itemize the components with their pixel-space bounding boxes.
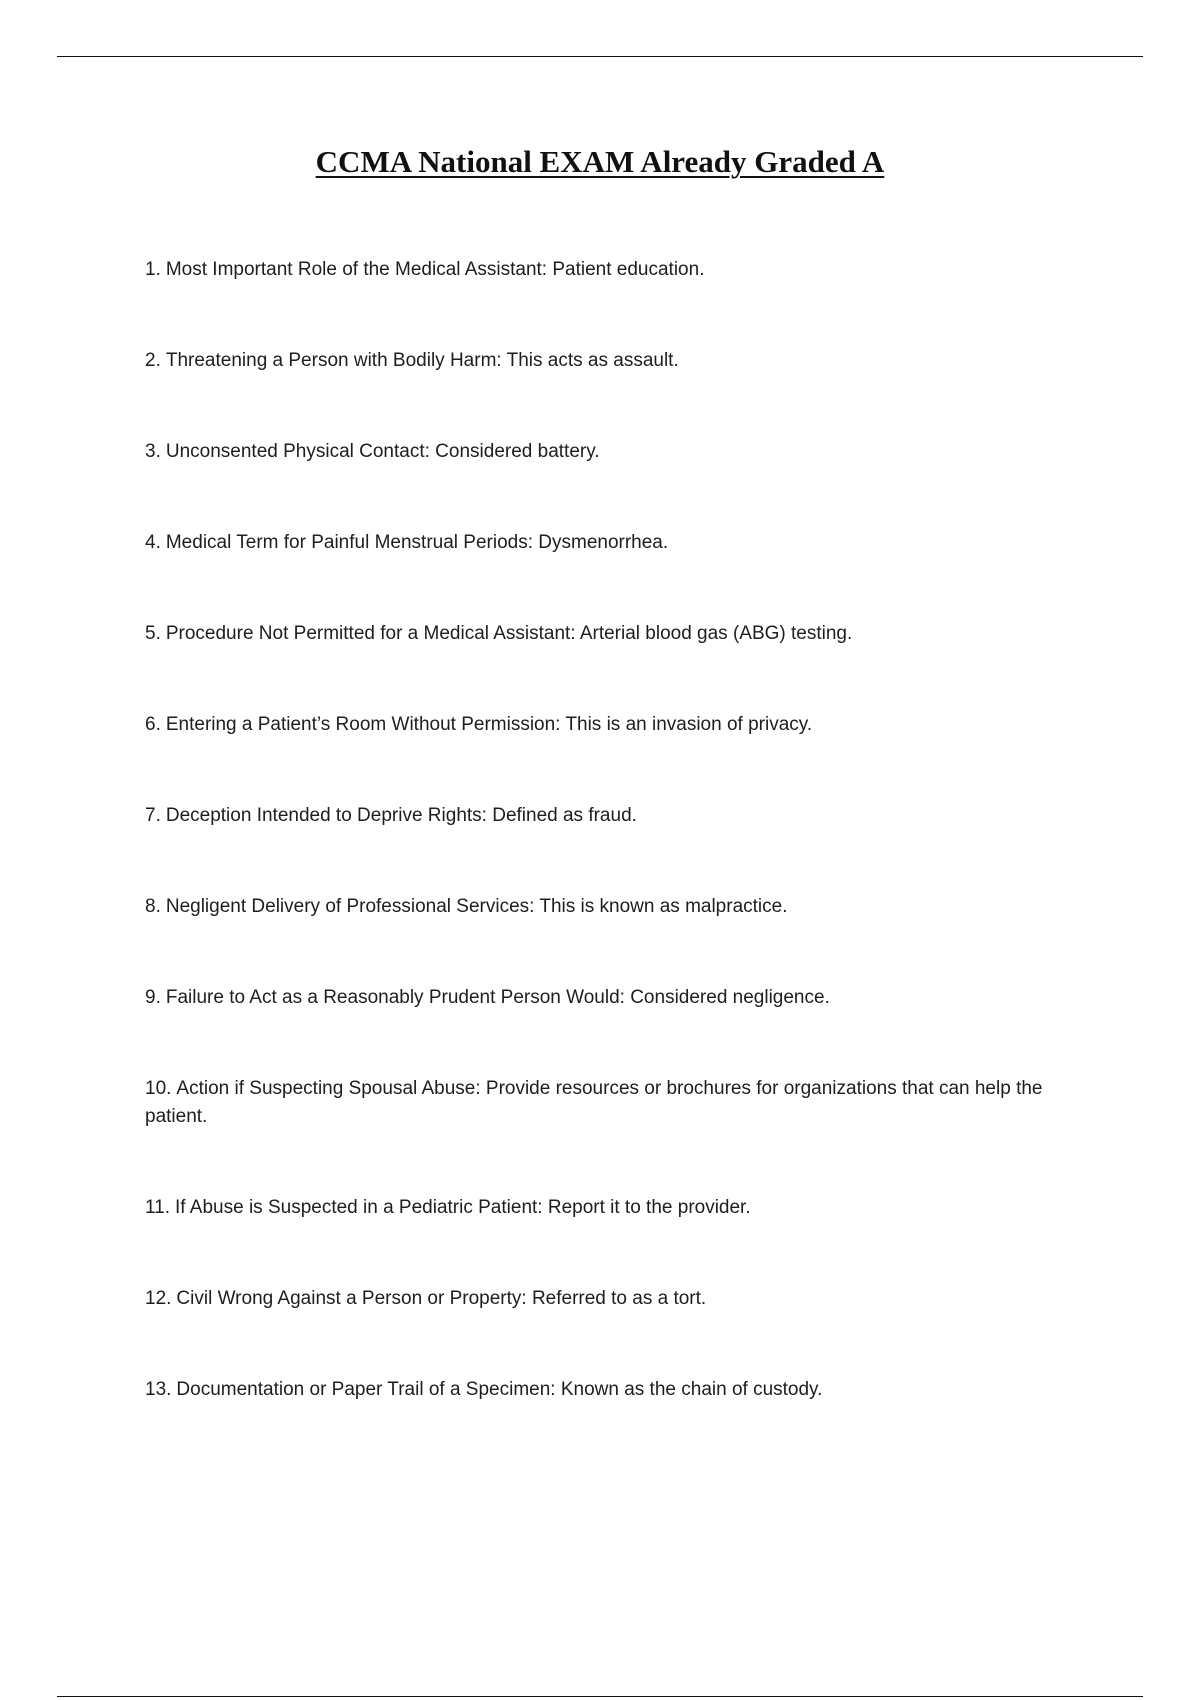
list-item xyxy=(145,347,1075,375)
item-text: Civil Wrong Against a Person or Property: Referred to as a tort. xyxy=(176,1288,707,1309)
item-number: 11. xyxy=(145,1197,171,1218)
top-divider xyxy=(57,56,1143,57)
list-item xyxy=(145,256,1075,284)
item-number: 5. xyxy=(145,623,161,644)
list-item xyxy=(145,1285,1075,1313)
item-number: 2. xyxy=(145,350,161,371)
item-text: Most Important Role of the Medical Assistant: Patient education. xyxy=(165,259,705,280)
item-number: 1. xyxy=(145,259,161,280)
list-item xyxy=(145,984,1075,1012)
list-item xyxy=(145,1194,1075,1222)
item-text: Negligent Delivery of Professional Services: This is known as malpractice. xyxy=(165,896,788,917)
item-text: Procedure Not Permitted for a Medical Assistant: Arterial blood gas (ABG) testing. xyxy=(165,623,853,644)
list-item xyxy=(145,1376,1075,1404)
item-text: Unconsented Physical Contact: Considered battery. xyxy=(165,441,600,462)
item-number: 13. xyxy=(145,1379,172,1400)
item-number: 9. xyxy=(145,987,161,1008)
item-text: Entering a Patient’s Room Without Permission: This is an invasion of privacy. xyxy=(165,714,813,735)
list-item xyxy=(145,529,1075,557)
page-title xyxy=(0,142,1200,182)
list-item xyxy=(145,620,1075,648)
bottom-divider xyxy=(57,1696,1143,1697)
item-text: If Abuse is Suspected in a Pediatric Patient: Report it to the provider. xyxy=(175,1197,751,1218)
item-text: Failure to Act as a Reasonably Prudent Person Would: Considered negligence. xyxy=(165,987,830,1008)
item-number: 6. xyxy=(145,714,161,735)
item-number: 4. xyxy=(145,532,161,553)
item-number: 7. xyxy=(145,805,161,826)
item-number: 12. xyxy=(145,1288,172,1309)
list-item xyxy=(145,711,1075,739)
item-text: Threatening a Person with Bodily Harm: This acts as assault. xyxy=(165,350,679,371)
list-item xyxy=(145,1075,1075,1131)
list-item xyxy=(145,438,1075,466)
list-item xyxy=(145,893,1075,921)
item-number: 8. xyxy=(145,896,161,917)
item-number: 10. xyxy=(145,1078,172,1099)
item-text: Documentation or Paper Trail of a Specimen: Known as the chain of custody. xyxy=(176,1379,823,1400)
page-title-text: CCMA National EXAM Already Graded A xyxy=(315,144,885,179)
list-item xyxy=(145,802,1075,830)
question-list xyxy=(145,256,1075,1467)
item-text: Action if Suspecting Spousal Abuse: Provide resources or brochures for organizations that can help the patient. xyxy=(145,1078,1043,1127)
item-text: Deception Intended to Deprive Rights: Defined as fraud. xyxy=(165,805,637,826)
item-text: Medical Term for Painful Menstrual Periods: Dysmenorrhea. xyxy=(165,532,669,553)
item-number: 3. xyxy=(145,441,161,462)
